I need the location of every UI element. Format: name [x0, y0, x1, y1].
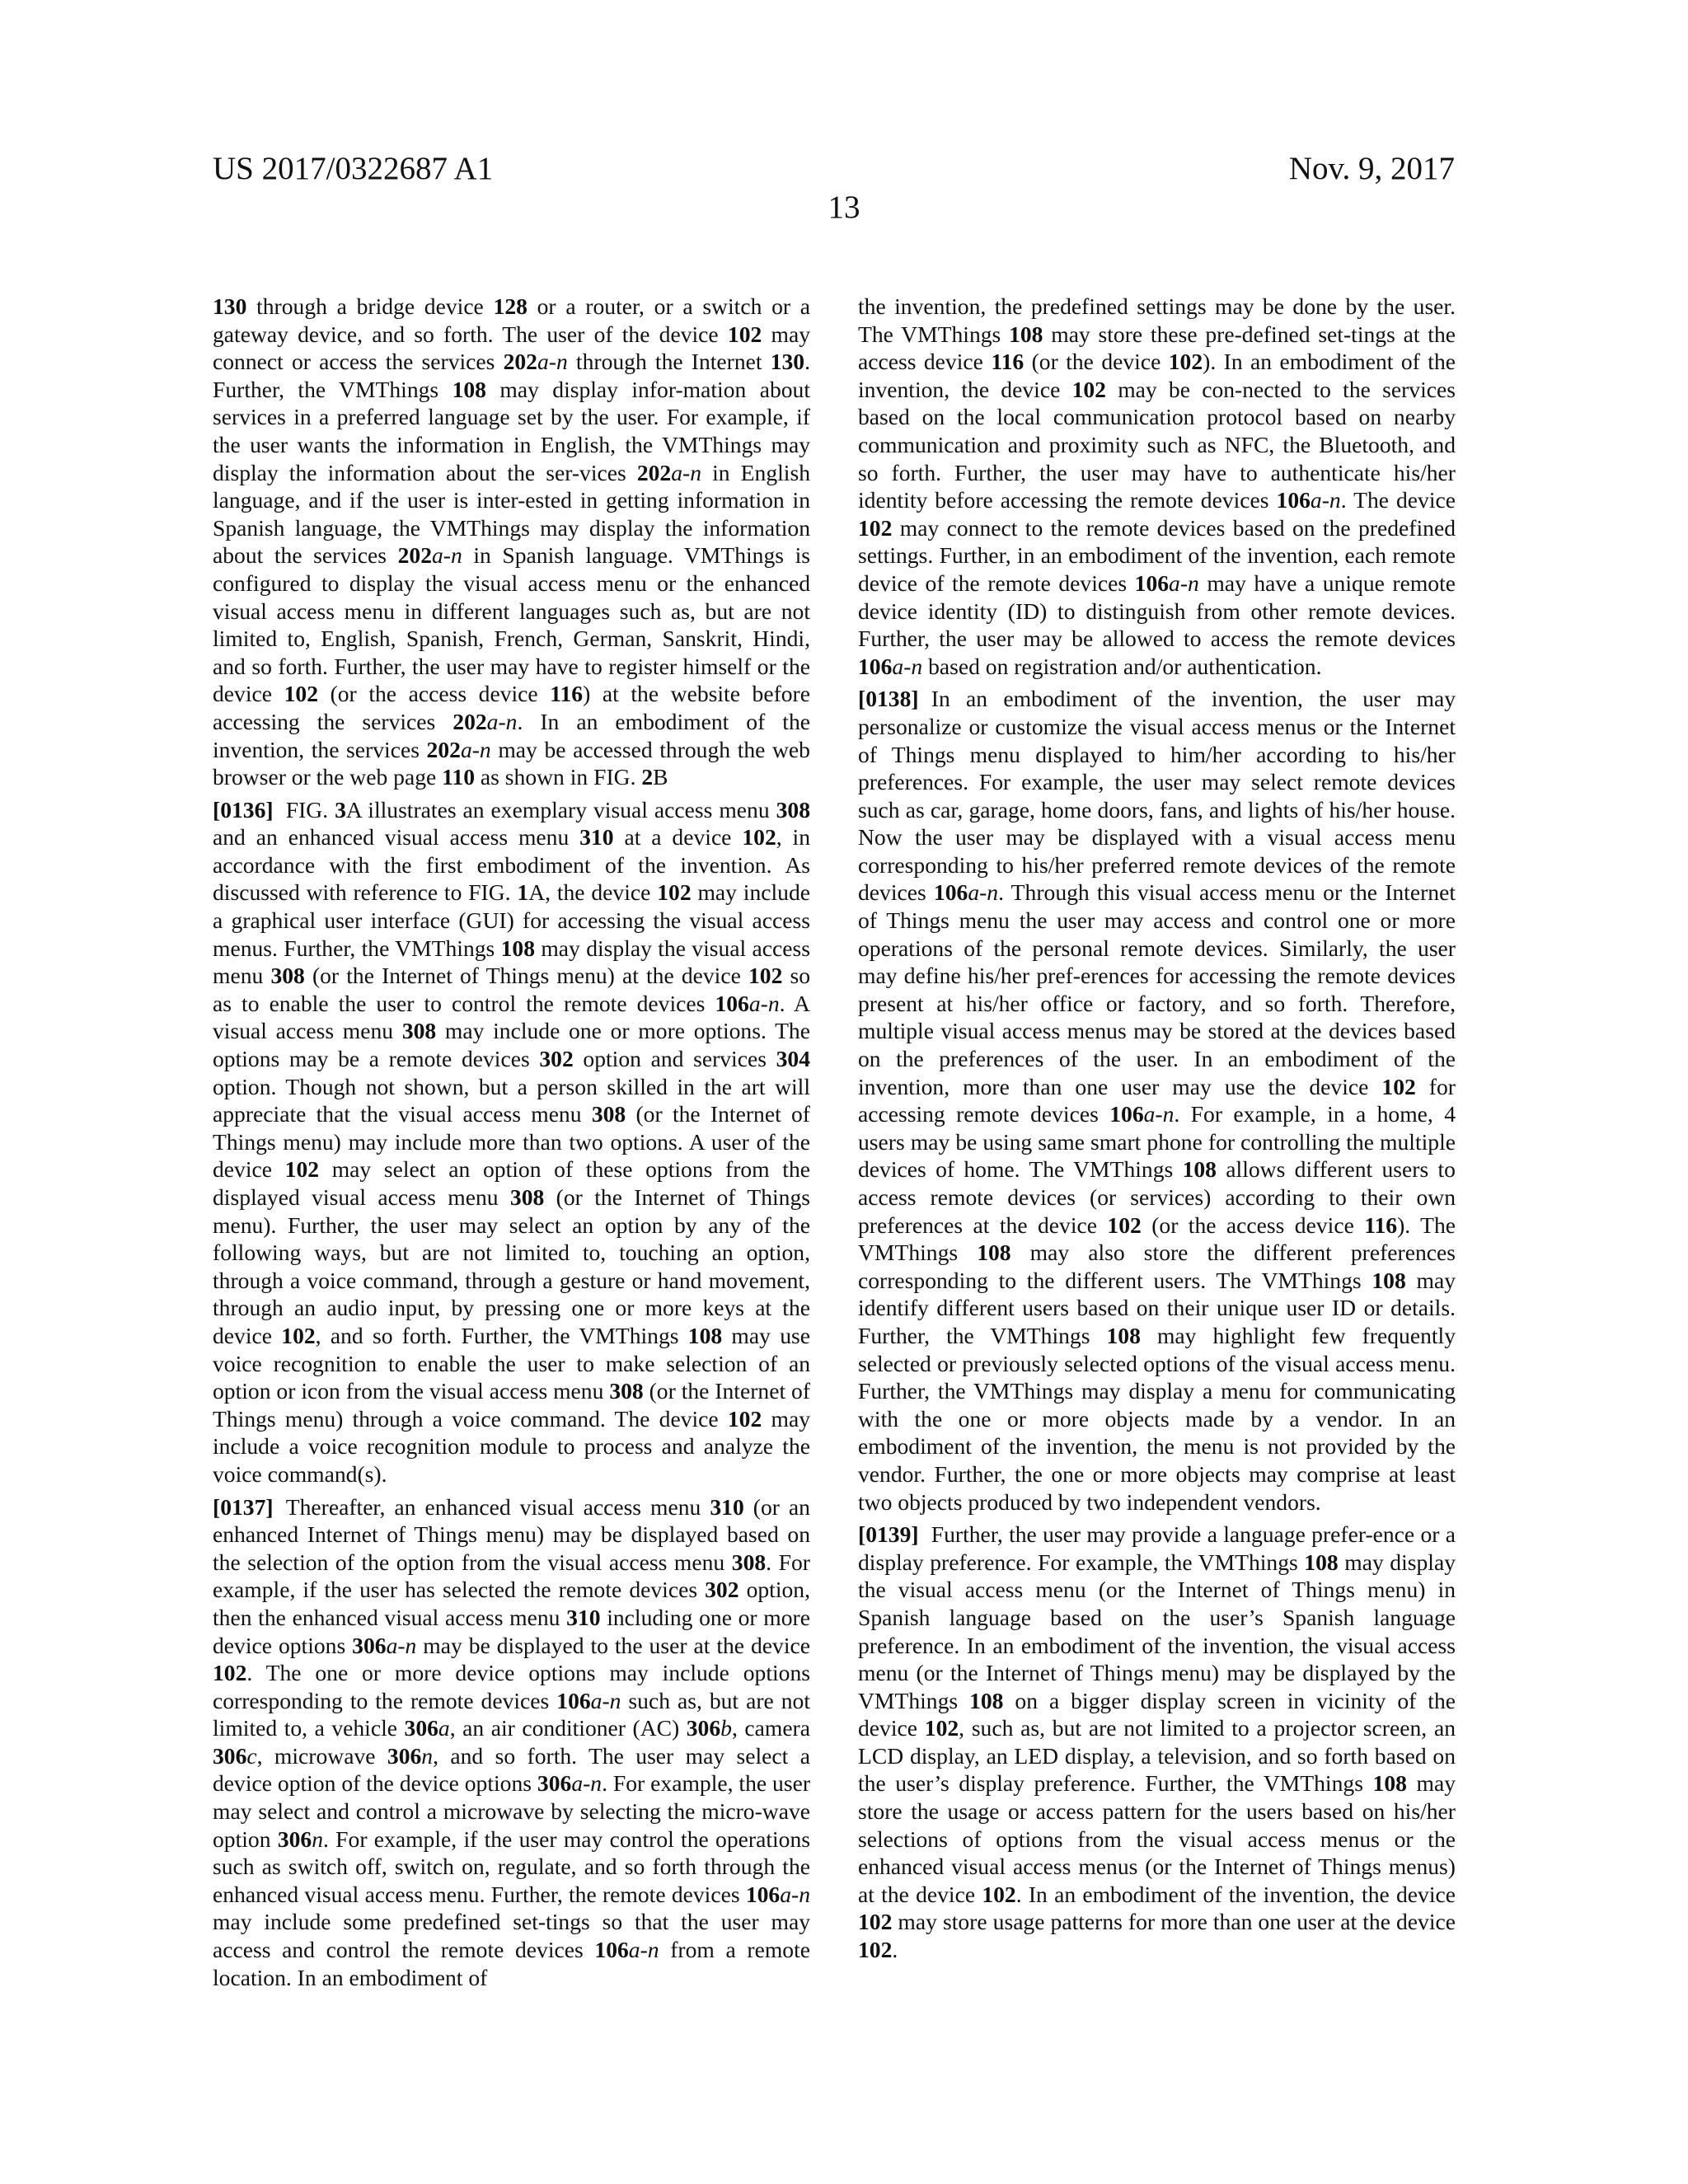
- paragraph-text: Further, the user may provide a language prefer-ence or a display preference. For example, the VMThings 108 may display the visual access menu (or the Internet of Things menu) in Spanish language based on the user’s Spanish language preference. In an embodiment of the invention, the visual access menu (or the Internet of Things menu) may be displayed by the VMThings 108 on a bigger display screen in vicinity of the device 102, such as, but are not limited to a projector screen, an LCD display, an LED display, a television, and so forth based on the user’s display preference. Further, the VMThings 108 may store the usage or access pattern for the users based on his/her selections of options from the visual access menus or the enhanced visual access menus (or the Internet of Things menus) at the device 102. In an embodiment of the invention, the device 102 may store usage patterns for more than one user at the device 102.: [858, 1521, 1456, 1963]
- paragraph-number: [0137]: [213, 1493, 274, 1520]
- paragraph: [213, 796, 810, 1488]
- page-number: 13: [828, 190, 860, 225]
- publication-date: Nov. 9, 2017: [1288, 151, 1455, 186]
- paragraph: [213, 1493, 810, 1992]
- paragraph-number: [0138]: [858, 686, 919, 712]
- paragraph: [858, 685, 1456, 1516]
- paragraph-text: FIG. 3A illustrates an exemplary visual access menu 308 and an enhanced visual access menu 310 at a device 102, in accordance with the first embodiment of the invention. As discussed with reference to FIG. 1A, the device 102 may include a graphical user interface (GUI) for accessing the visual access menus. Further, the VMThings 108 may display the visual access menu 308 (or the Internet of Things menu) at the device 102 so as to enable the user to control the remote devices 106a-n. A visual access menu 308 may include one or more options. The options may be a remote devices 302 option and services 304 option. Though not shown, but a person skilled in the art will appreciate that the visual access menu 308 (or the Internet of Things menu) may include more than two options. A user of the device 102 may select an option of these options from the displayed visual access menu 308 (or the Internet of Things menu). Further, the user may select an option by any of the following ways, but are not limited to, touching an option, through a voice command, through a gesture or hand movement, through an audio input, by pressing one or more keys at the device 102, and so forth. Further, the VMThings 108 may use voice recognition to enable the user to make selection of an option or icon from the visual access menu 308 (or the Internet of Things menu) through a voice command. The device 102 may include a voice recognition module to process and analyze the voice command(s).: [213, 796, 811, 1487]
- paragraph-text: the invention, the predefined settings may be done by the user. The VMThings 108 may store these pre-defined set-tings at the access device 116 (or the device 102). In an embodiment of the invention, the device 102 may be con-nected to the services based on the local communication protocol based on nearby communication and proximity such as NFC, the Bluetooth, and so forth. Further, the user may have to authenticate his/her identity before accessing the remote devices 106a-n. The device 102 may connect to the remote devices based on the predefined settings. Further, in an embodiment of the invention, each remote device of the remote devices 106a-n may have a unique remote device identity (ID) to distinguish from other remote devices. Further, the user may be allowed to access the remote devices 106a-n based on registration and/or authentication.: [858, 293, 1456, 679]
- left-text-column: [213, 293, 810, 1996]
- paragraph: [213, 293, 810, 791]
- paragraph-number: [0139]: [858, 1521, 919, 1548]
- right-text-column: [858, 293, 1456, 1969]
- paragraph: [858, 1521, 1456, 1964]
- paragraph-number: [0136]: [213, 796, 274, 823]
- paragraph-text: In an embodiment of the invention, the user may personalize or customize the visual access menus or the Internet of Things menu displayed to him/her according to his/her preferences. For example, the user may select remote devices such as car, garage, home doors, fans, and lights of his/her house. Now the user may be displayed with a visual access menu corresponding to his/her preferred remote devices of the remote devices 106a-n. Through this visual access menu or the Internet of Things menu the user may access and control one or more operations of the personal remote devices. Similarly, the user may define his/her pref-erences for accessing the remote devices present at his/her office or factory, and so forth. Therefore, multiple visual access menus may be stored at the devices based on the preferences of the user. In an embodiment of the invention, more than one user may use the device 102 for accessing remote devices 106a-n. For example, in a home, 4 users may be using same smart phone for controlling the multiple devices of home. The VMThings 108 allows different users to access remote devices (or services) according to their own preferences at the device 102 (or the access device 116). The VMThings 108 may also store the different preferences corresponding to the different users. The VMThings 108 may identify different users based on their unique user ID or details. Further, the VMThings 108 may highlight few frequently selected or previously selected options of the visual access menu. Further, the VMThings may display a menu for communicating with the one or more objects made by a vendor. In an embodiment of the invention, the menu is not provided by the vendor. Further, the one or more objects may comprise at least two objects produced by two independent vendors.: [858, 686, 1456, 1515]
- paragraph-text: 130 through a bridge device 128 or a router, or a switch or a gateway device, and so forth. The user of the device 102 may connect or access the services 202a-n through the Internet 130. Further, the VMThings 108 may display infor-mation about services in a preferred language set by the user. For example, if the user wants the information in English, the VMThings may display the information about the ser-vices 202a-n in English language, and if the user is inter-ested in getting information in Spanish language, the VMThings may display the information about the services 202a-n in Spanish language. VMThings is configured to display the visual access menu or the enhanced visual access menu in different languages such as, but are not limited to, English, Spanish, French, German, Sanskrit, Hindi, and so forth. Further, the user may have to register himself or the device 102 (or the access device 116) at the website before accessing the services 202a-n. In an embodiment of the invention, the services 202a-n may be accessed through the web browser or the web page 110 as shown in FIG. 2B: [213, 293, 811, 790]
- paragraph: [858, 293, 1456, 680]
- publication-number: US 2017/0322687 A1: [213, 151, 494, 186]
- paragraph-text: Thereafter, an enhanced visual access menu 310 (or an enhanced Internet of Things menu) may be displayed based on the selection of the option from the visual access menu 308. For example, if the user has selected the remote devices 302 option, then the enhanced visual access menu 310 including one or more device options 306a-n may be displayed to the user at the device 102. The one or more device options may include options corresponding to the remote devices 106a-n such as, but are not limited to, a vehicle 306a, an air conditioner (AC) 306b, camera 306c, microwave 306n, and so forth. The user may select a device option of the device options 306a-n. For example, the user may select and control a microwave by selecting the micro-wave option 306n. For example, if the user may control the operations such as switch off, switch on, regulate, and so forth through the enhanced visual access menu. Further, the remote devices 106a-n may include some predefined set-tings so that the user may access and control the remote devices 106a-n from a remote location. In an embodiment of: [213, 1493, 811, 1990]
